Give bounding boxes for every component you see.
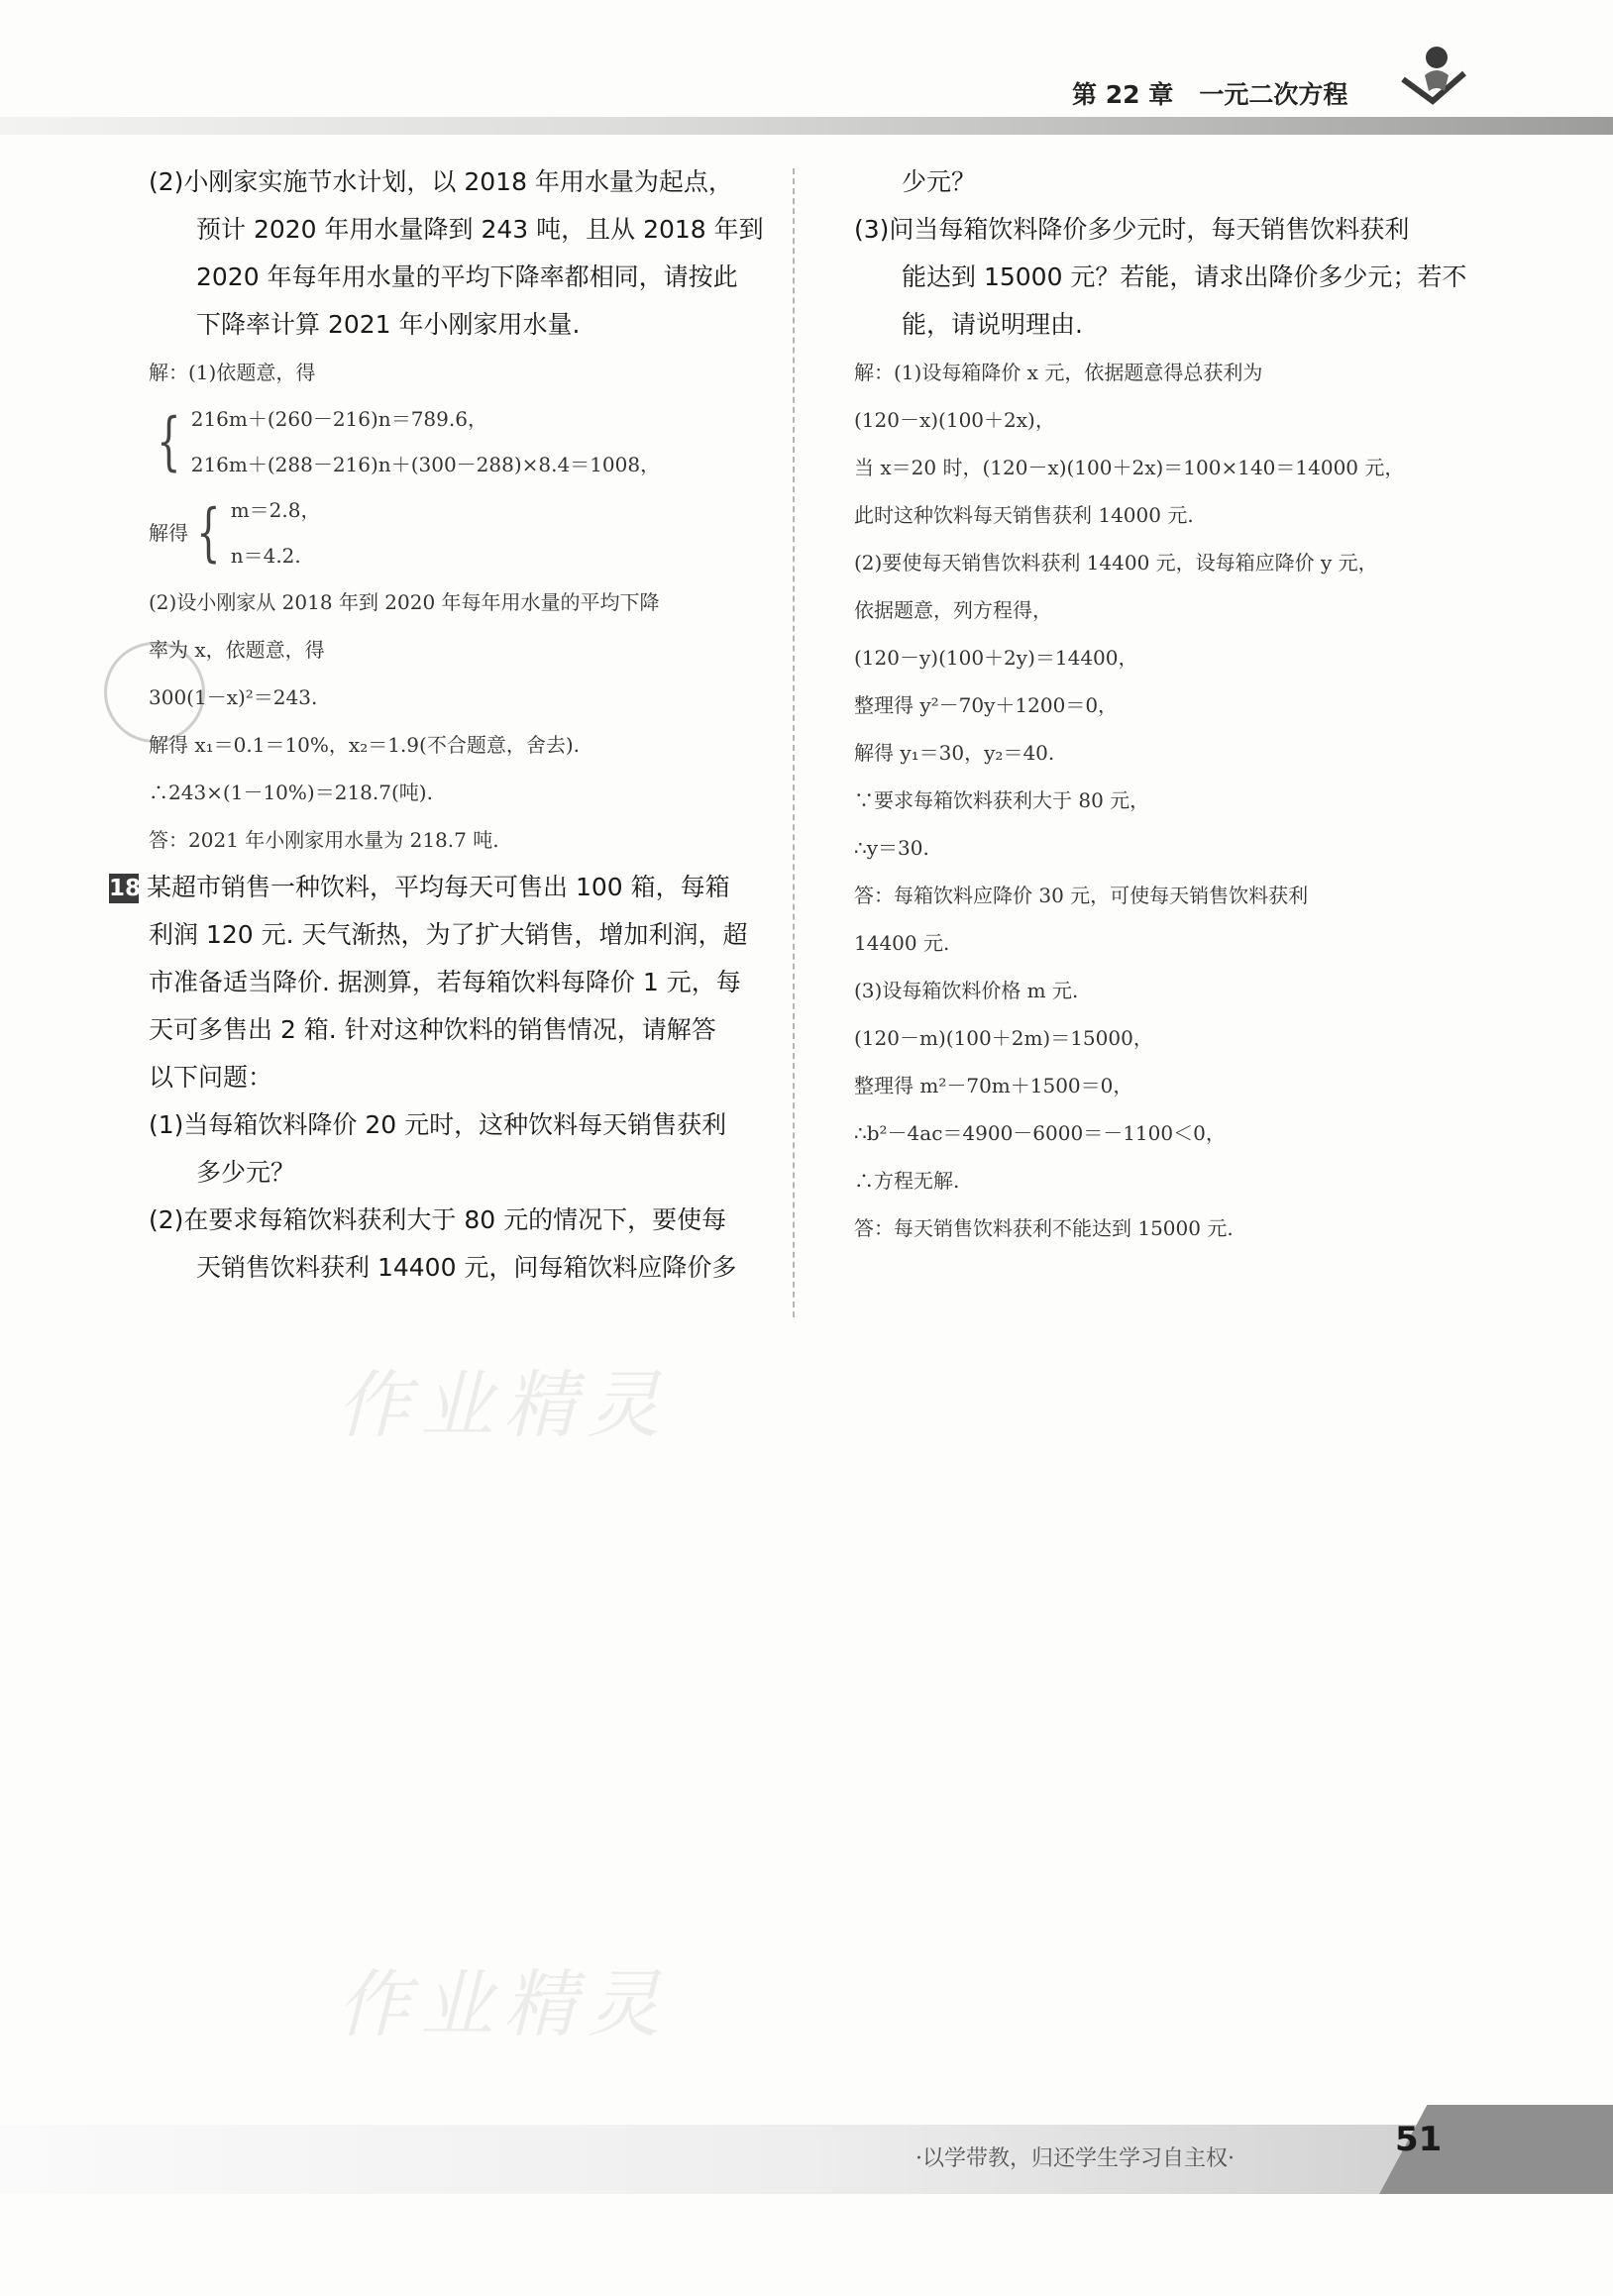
solution-line: (2)要使每天销售饮料获利 14400 元，设每箱应降价 y 元， [854,551,1378,574]
solution-line: 解得 y₁＝30，y₂＝40. [854,741,1055,765]
solution-line: 300(1－x)²＝243. [149,685,318,709]
footer-slogan: ·以学带教，归还学生学习自主权· [915,2146,1235,2171]
solution-line: 整理得 m²－70m＋1500＝0， [854,1074,1133,1097]
result-line: n＝4.2. [230,544,301,568]
header-bar [0,117,1613,135]
equation-system [149,396,773,487]
solution-line: (120－x)(100＋2x)， [854,408,1055,432]
left-column [109,158,773,1292]
q18-part2-line: 天销售饮料获利 14400 元，问每箱饮料应降价多 [196,1253,737,1282]
solution-line: 解得 x₁＝0.1＝10%，x₂＝1.9(不合题意，舍去). [149,733,580,757]
solution-line: (3)设每箱饮料价格 m 元. [854,979,1079,1002]
page-number: 51 [1395,2120,1443,2159]
q18-part2-line: 少元？ [902,167,977,196]
equation-result [149,487,773,578]
solution-line: ∴y＝30. [854,836,929,860]
q17-part2-line: (2)小刚家实施节水计划，以 2018 年用水量为起点， [149,167,733,196]
solution-line: 依据题意，列方程得， [854,598,1052,622]
chapter-number: 第 22 章 [1072,80,1174,109]
watermark: 作业精灵 [337,1363,670,1448]
solution-line: 答：每箱饮料应降价 30 元，可使每天销售饮料获利 [854,884,1309,907]
solution-line: 14400 元. [854,931,950,955]
watermark: 作业精灵 [337,1962,670,2047]
q18-part3-line: (3)问当每箱饮料降价多少元时，每天销售饮料获利 [854,215,1410,244]
equation-line: 216m＋(288－216)n＋(300－288)×8.4＝1008， [190,453,661,476]
result-line: m＝2.8， [230,498,321,522]
q18-part2-line: (2)在要求每箱饮料获利大于 80 元的情况下，要使每 [149,1205,727,1234]
solution-line: ∴方程无解. [854,1169,960,1193]
right-column [854,158,1478,1252]
question-number-badge: 18 [109,876,142,901]
q18-part1-line: (1)当每箱饮料降价 20 元时，这种饮料每天销售获利 [149,1110,727,1139]
solution-line: (120－m)(100＋2m)＝15000， [854,1026,1153,1050]
q17-part2-line: 预计 2020 年用水量降到 243 吨，且从 2018 年到 [196,215,764,244]
solution-line: (120－y)(100＋2y)＝14400， [854,646,1138,670]
chapter-title: 一元二次方程 [1199,80,1348,109]
q18-stem-line [109,864,773,911]
solution-line: 整理得 y²－70y＋1200＝0， [854,693,1119,717]
solution-line: (2)设小刚家从 2018 年到 2020 年每年用水量的平均下降 [149,590,660,614]
solution-line: 解：(1)依题意，得 [149,361,316,384]
solution-line: ∴243×(1－10%)＝218.7(吨). [149,781,433,804]
q18-stem-text: 某超市销售一种饮料，平均每天可售出 100 箱，每箱 [147,873,730,901]
solution-line: 解：(1)设每箱降价 x 元，依据题意得总获利为 [854,361,1263,384]
q17-part2-line: 下降率计算 2021 年小刚家用水量. [196,310,581,339]
q18-part1-line: 多少元？ [196,1158,296,1187]
q18-stem-line: 天可多售出 2 箱. 针对这种饮料的销售情况，请解答 [149,1015,716,1044]
solution-line: 率为 x，依题意，得 [149,638,325,662]
result-label: 解得 [149,521,188,545]
equation-line: 216m＋(260－216)n＝789.6， [190,407,487,431]
solution-line: 此时这种饮料每天销售获利 14000 元. [854,503,1194,527]
solution-line: 答：2021 年小刚家用水量为 218.7 吨. [149,828,499,852]
q18-stem-line: 市准备适当降价. 据测算，若每箱饮料每降价 1 元，每 [149,968,741,996]
brace-icon: { [196,496,221,570]
q18-part3-line: 能达到 15000 元？若能，请求出降价多少元；若不 [902,262,1467,291]
solution-line: ∵要求每箱饮料获利大于 80 元， [854,788,1150,812]
q18-part3-line: 能，请说明理由. [902,310,1083,339]
q17-part2-line: 2020 年每年用水量的平均下降率都相同，请按此 [196,262,738,291]
solution-line: 当 x＝20 时，(120－x)(100＋2x)＝100×140＝14000 元， [854,456,1405,479]
q18-stem-line: 利润 120 元. 天气渐热，为了扩大销售，增加利润，超 [149,920,748,949]
reading-person-logo-icon [1397,40,1468,119]
brace-icon: { [157,405,181,478]
q18-stem-line: 以下问题： [149,1063,273,1092]
footer-band [0,2125,1613,2194]
chapter-heading [1072,75,1347,111]
solution-line: ∴b²－4ac＝4900－6000＝－1100＜0， [854,1121,1226,1145]
solution-line: 答：每天销售饮料获利不能达到 15000 元. [854,1216,1234,1240]
column-divider [793,168,795,1317]
